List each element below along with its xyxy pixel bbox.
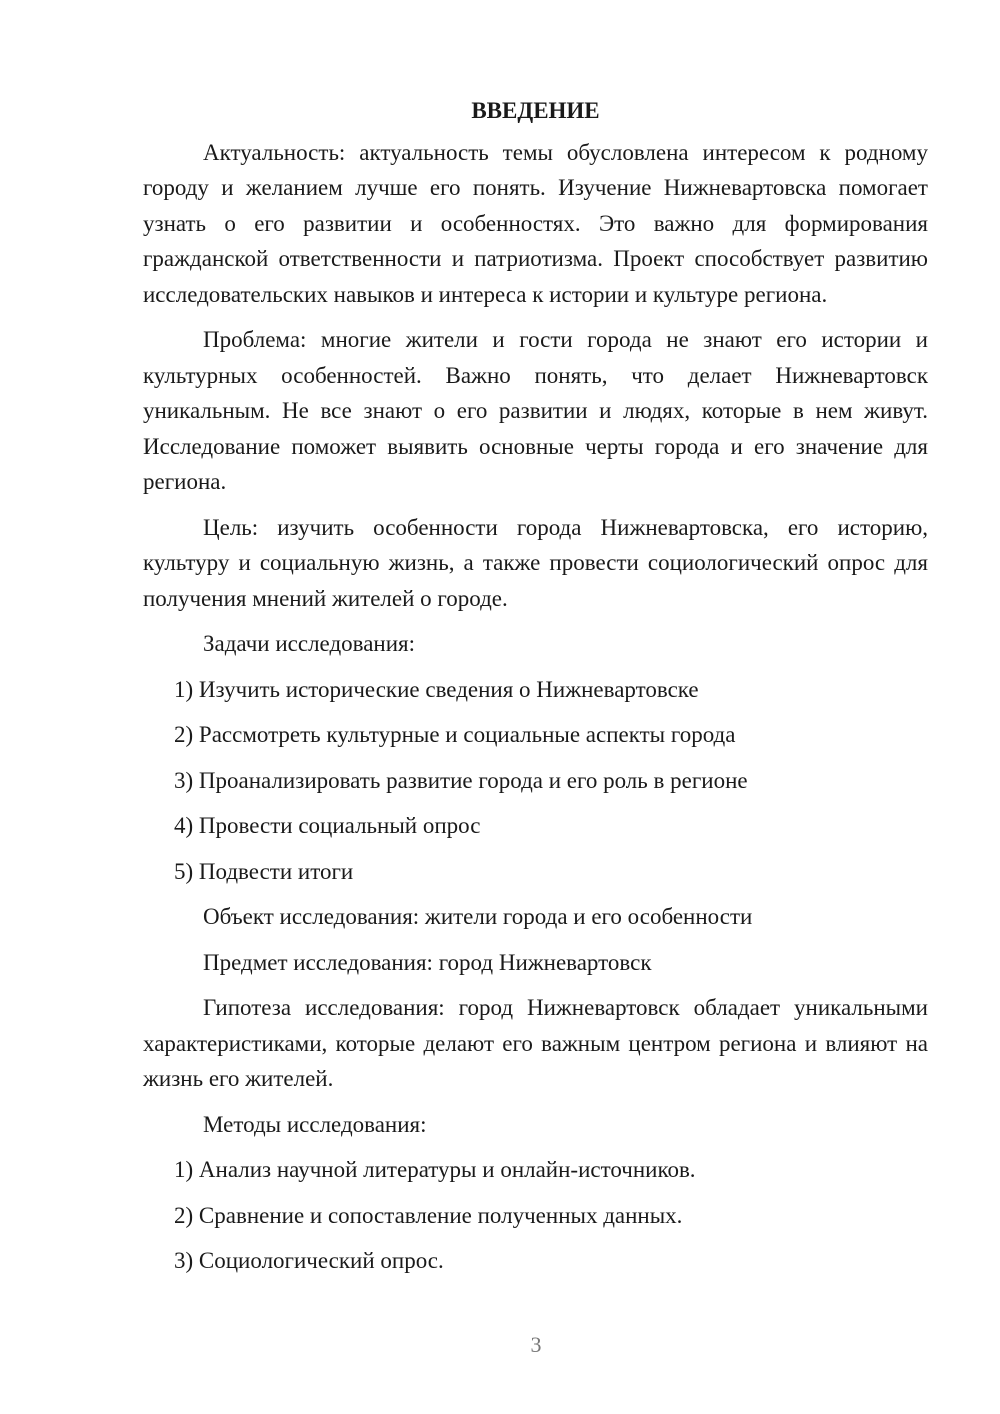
list-item: 3) Социологический опрос. bbox=[174, 1248, 444, 1273]
page-number: 3 bbox=[530, 1332, 542, 1357]
goal-paragraph: Цель: изучить особенности города Нижневартовска, его историю, культуру и социальную жизнь, а также провести социологический опрос для получения мнений жителей о городе. bbox=[143, 514, 928, 611]
tasks-list bbox=[143, 672, 928, 890]
hypothesis-paragraph: Гипотеза исследования: город Нижневартовск обладает уникальными характеристиками, которые делают его важным центром региона и влияют на жизнь его жителей. bbox=[143, 995, 928, 1091]
object-line: Объект исследования: жители города и его особенности bbox=[203, 904, 753, 929]
methods-list bbox=[143, 1152, 928, 1279]
list-item: 3) Проанализировать развитие города и его роль в регионе bbox=[174, 767, 748, 793]
relevance-paragraph: Актуальность: актуальность темы обусловлена интересом к родному городу и желанием лучше его понять. Изучение Нижневартовска помогает узнать о его развитии и особенностях. Это важно для формирования гражданской ответственности и патриотизма. Проект способствует развитию исследовательских навыков и интереса к истории и культуре региона. bbox=[143, 139, 928, 307]
subject-line: Предмет исследования: город Нижневартовск bbox=[203, 949, 652, 975]
tasks-heading: Задачи исследования: bbox=[203, 631, 416, 656]
list-item: 1) Анализ научной литературы и онлайн-источников. bbox=[174, 1157, 696, 1182]
page-title: ВВЕДЕНИЕ bbox=[471, 98, 600, 123]
list-item: 2) Сравнение и сопоставление полученных данных. bbox=[174, 1202, 683, 1228]
list-item: 4) Провести социальный опрос bbox=[174, 813, 481, 838]
document-page bbox=[143, 93, 928, 1289]
problem-paragraph: Проблема: многие жители и гости города не знают его истории и культурных особенностей. Важно понять, что делает Нижневартовск уникальным. Не все знают о его развитии и людях, которые в нем живут. Исследование поможет выявить основные черты города и его значение для региона. bbox=[143, 327, 928, 494]
list-item: 5) Подвести итоги bbox=[174, 858, 354, 884]
methods-heading: Методы исследования: bbox=[203, 1111, 427, 1137]
list-item: 2) Рассмотреть культурные и социальные аспекты города bbox=[174, 722, 736, 747]
list-item: 1) Изучить исторические сведения о Нижневартовске bbox=[174, 676, 699, 702]
